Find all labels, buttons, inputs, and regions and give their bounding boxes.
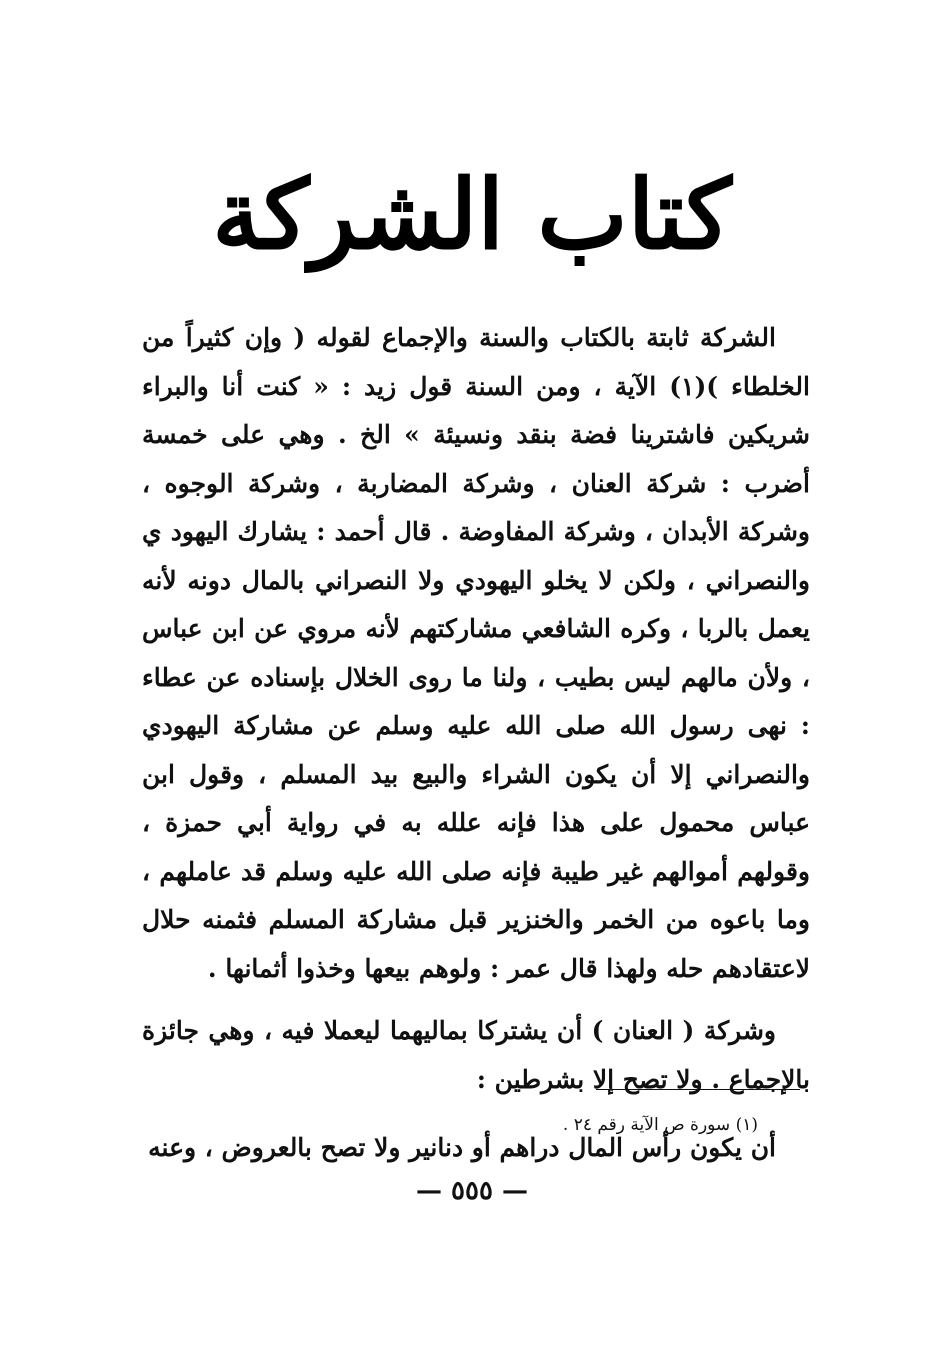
paragraph-inan: وشركة ( العنان ) أن يشتركا بماليهما ليعملا فيه ، وهي جائزة بالإجماع . ولا تصح إلا بشرطين : xyxy=(142,1016,810,1094)
chapter-title: كتاب الشركة xyxy=(212,158,732,271)
main-text xyxy=(142,314,810,1173)
paragraph-conditions: أن يكون رأس المال دراهم أو دنانير ولا تصح بالعروض ، وعنه xyxy=(148,1133,776,1162)
paragraph-intro: الشركة ثابتة بالكتاب والسنة والإجماع لقوله ( وإن كثيراً من الخلطاء )(١) الآية ، ومن السنة قول زيد : « كنت أنا والبراء شريكين فاشترينا فضة بنقد ونسيئة » الخ . وهي على خمسة أضرب : شركة العنان ، وشركة المضاربة ، وشركة الوجوه ، وشركة الأبدان ، وشركة المفاوضة . قال أحمد : يشارك اليهود ي والنصراني ، ولكن لا يخلو اليهودي ولا النصراني بالمال دونه لأنه يعمل بالربا ، وكره الشافعي مشاركتهم لأنه مروي عن ابن عباس ، ولأن مالهم ليس بطيب ، ولنا ما روى الخلال بإسناده عن عطاء : نهى رسول الله صلى الله عليه وسلم عن مشاركة اليهودي والنصراني إلا أن يكون الشراء والبيع بيد المسلم ، وقول ابن عباس محمول على هذا فإنه علله به في رواية أبي حمزة ، وقولهم أموالهم غير طيبة فإنه صلى الله عليه وسلم قد عاملهم ، وما باعوه من الخمر والخنزير قبل مشاركة المسلم فثمنه حلال لاعتقادهم حله ولهذا قال عمر : ولوهم بيعها وخذوا أثمانها . xyxy=(142,323,810,983)
footnote-divider xyxy=(596,1089,800,1090)
page-number: — ٥٥٥ — xyxy=(415,1176,529,1206)
footnote: (١) سورة ص الآية رقم ٢٤ . xyxy=(562,1115,758,1135)
